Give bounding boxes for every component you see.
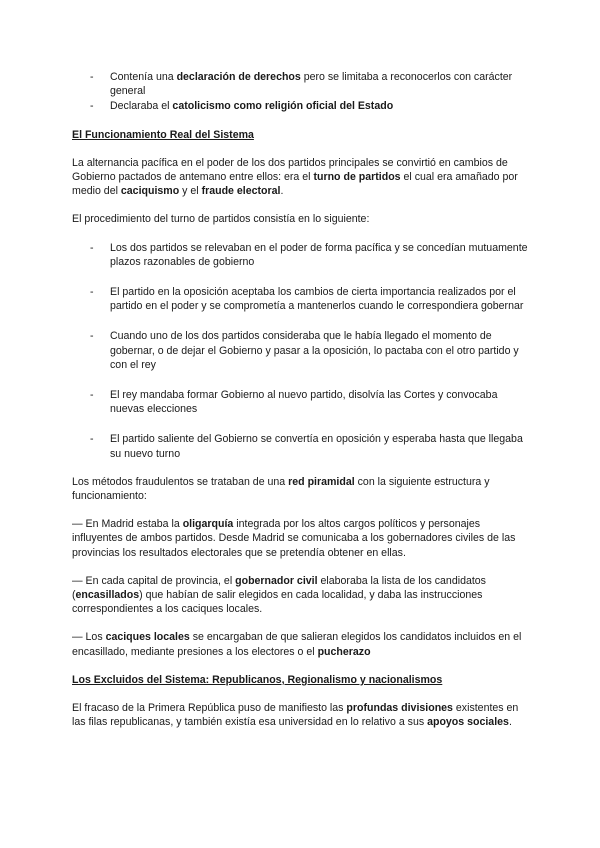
- list-item: - Contenía una declaración de derechos pero se limitaba a reconocerlos con carácter general: [90, 71, 513, 98]
- paragraph: El fracaso de la Primera República puso de manifiesto las profundas divisiones existentes en las filas republicanas, y también existía esa universidad en lo relativo a sus apoyos sociales.: [72, 702, 519, 729]
- section-heading: El Funcionamiento Real del Sistema: [72, 128, 254, 141]
- bullet-dash: -: [90, 100, 94, 113]
- paragraph: — En cada capital de provincia, el gobernador civil elaboraba la lista de los candidatos (encasillados) que habían de salir elegidos en cada localidad, y daba las instrucciones correspondientes a los caciques locales.: [72, 574, 486, 616]
- paragraph: — En Madrid estaba la oligarquía integrada por los altos cargos políticos y personajes influyentes de ambos partidos. Desde Madrid se comunicaba a los gobernadores civiles de las provincias los resultados electorales que se pretendía obtener en ellas.: [72, 518, 516, 559]
- section-heading: Los Excluidos del Sistema: Republicanos, Regionalismo y nacionalismos: [72, 673, 443, 686]
- paragraph: La alternancia pacífica en el poder de los dos partidos principales se convirtió en cambios de Gobierno pactados de antemano entre ellos: era el turno de partidos el cual era amañado por medio del caciquismo y el fraude electoral.: [72, 156, 518, 198]
- bullet-dash: -: [90, 389, 94, 402]
- paragraph: Los métodos fraudulentos se trataban de una red piramidal con la siguiente estructura y funcionamiento:: [72, 475, 490, 503]
- bullet-dash: -: [90, 71, 94, 83]
- paragraph: El procedimiento del turno de partidos consistía en lo siguiente:: [72, 213, 370, 226]
- list-item: - Declaraba el catolicismo como religión oficial del Estado: [90, 100, 394, 113]
- list-item: - El rey mandaba formar Gobierno al nuevo partido, disolvía las Cortes y convocaba nuevas elecciones: [90, 389, 498, 416]
- list-item: - El partido en la oposición aceptaba los cambios de cierta importancia realizados por el partido en el poder y se comprometía a mantenerlos cuando le correspondiera gobernar: [90, 286, 524, 313]
- list-item: - Cuando uno de los dos partidos consideraba que le había llegado el momento de gobernar, o de dejar el Gobierno y pasar a la oposición, lo pactaba con el otro partido y con el rey: [90, 330, 519, 371]
- list-item: - El partido saliente del Gobierno se convertía en oposición y esperaba hasta que llegaba su nuevo turno: [90, 433, 523, 460]
- bullet-dash: -: [90, 330, 94, 343]
- bullet-dash: -: [90, 241, 94, 254]
- document-page: [72, 70, 532, 730]
- paragraph: — Los caciques locales se encargaban de que salieran elegidos los candidatos incluidos en el encasillado, mediante presiones a los electores o el pucherazo: [72, 631, 522, 658]
- list-item: - Los dos partidos se relevaban en el poder de forma pacífica y se concedían mutuamente plazos razonables de gobierno: [90, 241, 528, 268]
- bullet-dash: -: [90, 433, 94, 446]
- bullet-dash: -: [90, 286, 94, 299]
